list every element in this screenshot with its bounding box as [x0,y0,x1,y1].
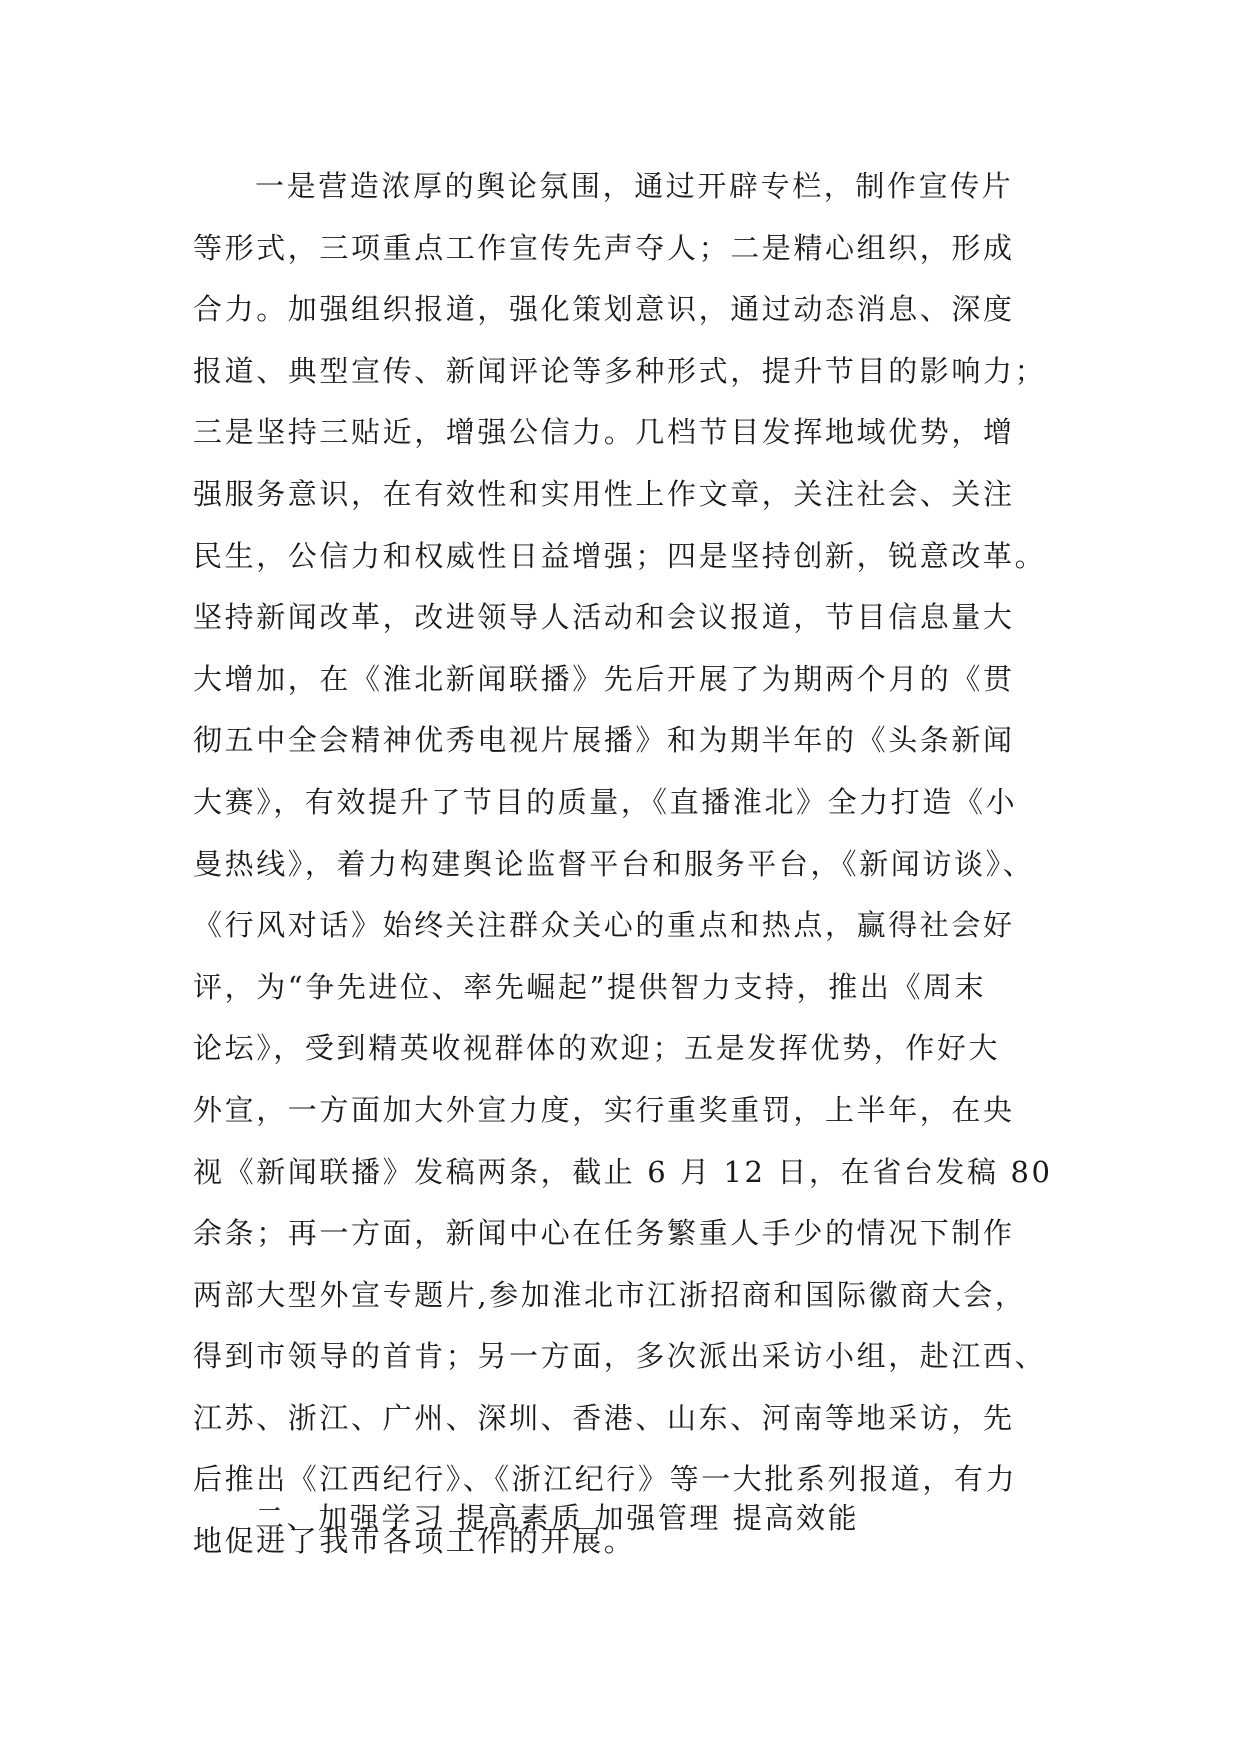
paragraph-line: 余条；再一方面，新闻中心在任务繁重人手少的情况下制作 [193,1216,1015,1251]
paragraph-line: 论坛》，受到精英收视群体的欢迎；五是发挥优势，作好大 [193,1031,1001,1066]
section-heading: 二、加强学习 提高素质 加强管理 提高效能 [255,1501,860,1535]
paragraph-line: 三是坚持三贴近，增强公信力。几档节目发挥地域优势，增 [193,415,1015,450]
paragraph-line: 视《新闻联播》发稿两条，截止 6 月 12 日，在省台发稿 80 [193,1154,1053,1189]
paragraph-line: 曼热线》，着力构建舆论监督平台和服务平台，《新闻访谈》、 [193,846,1035,881]
paragraph-line: 一是营造浓厚的舆论氛围，通过开辟专栏，制作宣传片 [255,169,1014,203]
paragraph-line: 两部大型外宣专题片,参加淮北市江浙招商和国际徽商大会， [193,1277,1027,1312]
paragraph-line: 江苏、浙江、广州、深圳、香港、山东、河南等地采访，先 [193,1400,1015,1435]
paragraph-line: 《行风对话》始终关注群众关心的重点和热点，赢得社会好 [193,908,1015,943]
body-paragraph [193,156,1153,1573]
paragraph-line: 得到市领导的首肯；另一方面，多次派出采访小组，赴江西、 [193,1339,1047,1374]
paragraph-line: 坚持新闻改革，改进领导人活动和会议报道，节目信息量大 [193,600,1015,635]
paragraph-line: 等形式，三项重点工作宣传先声夺人；二是精心组织，形成 [193,230,1015,265]
paragraph-line: 合力。加强组织报道，强化策划意识，通过动态消息、深度 [193,292,1015,327]
paragraph-line: 民生，公信力和权威性日益增强；四是坚持创新，锐意改革。 [193,538,1047,573]
paragraph-line: 报道、典型宣传、新闻评论等多种形式，提升节目的影响力； [193,353,1047,388]
paragraph-line: 大增加，在《淮北新闻联播》先后开展了为期两个月的《贯 [193,661,1015,696]
paragraph-line: 强服务意识，在有效性和实用性上作文章，关注社会、关注 [193,476,1015,511]
paragraph-line: 大赛》，有效提升了节目的质量，《直播淮北》全力打造《小 [193,784,1018,819]
paragraph-line: 彻五中全会精神优秀电视片展播》和为期半年的《头条新闻 [193,723,1015,758]
paragraph-line: 地促进了我市各项工作的开展。 [193,1524,636,1559]
paragraph-line: 后推出《江西纪行》、《浙江纪行》等一大批系列报道，有力 [193,1462,1018,1497]
paragraph-line: 外宣，一方面加大外宣力度，实行重奖重罚，上半年，在央 [193,1092,1015,1127]
paragraph-line: 评，为“争先进位、率先崛起”提供智力支持，推出《周末 [193,969,987,1004]
